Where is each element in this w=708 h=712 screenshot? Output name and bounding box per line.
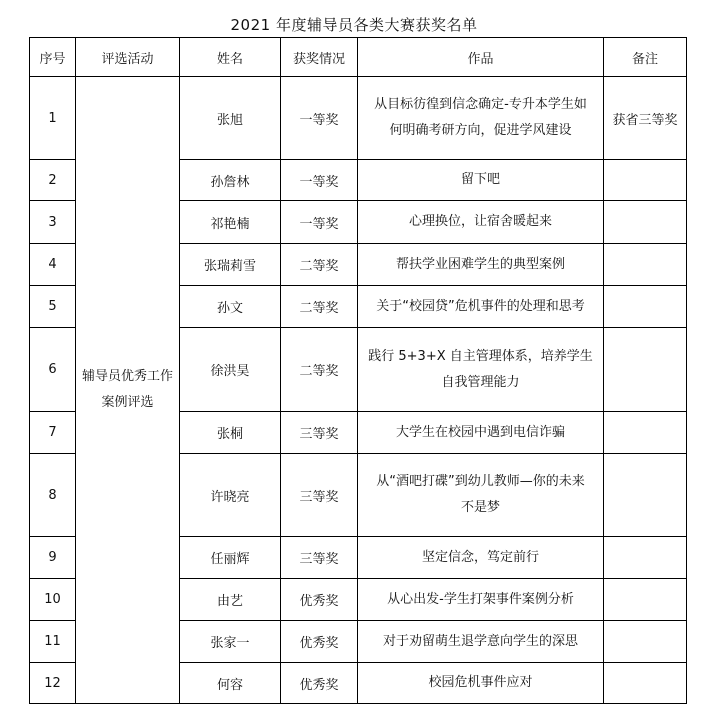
row-name: 任丽辉 — [180, 537, 281, 579]
row-note — [604, 201, 687, 244]
row-name: 张瑞莉雪 — [180, 244, 281, 286]
row-number: 5 — [30, 286, 76, 328]
row-work: 对于劝留萌生退学意向学生的深思 — [358, 621, 604, 663]
document-title: 2021 年度辅导员各类大赛获奖名单 — [230, 16, 478, 34]
row-name: 祁艳楠 — [180, 201, 281, 244]
row-name: 张家一 — [180, 621, 281, 663]
row-note — [604, 328, 687, 412]
work-line: 何明确考研方向，促进学风建设 — [389, 123, 572, 138]
row-work: 心理换位，让宿舍暖起来 — [358, 201, 604, 244]
row-name: 张桐 — [180, 412, 281, 454]
header-name: 姓名 — [180, 38, 281, 77]
row-work: 关于“校园贷”危机事件的处理和思考 — [358, 286, 604, 328]
row-note — [604, 663, 687, 704]
row-note — [604, 579, 687, 621]
row-note — [604, 537, 687, 579]
row-number: 10 — [30, 579, 76, 621]
row-award: 二等奖 — [281, 286, 358, 328]
header-work: 作品 — [358, 38, 604, 77]
row-work: 坚定信念，笃定前行 — [358, 537, 604, 579]
work-line: 践行 5+3+X 自主管理体系，培养学生 — [368, 348, 593, 364]
work-line: 不是梦 — [460, 500, 500, 515]
row-work — [358, 328, 604, 412]
row-note — [604, 286, 687, 328]
row-number: 12 — [30, 663, 76, 704]
row-work — [358, 454, 604, 537]
row-name: 孙詹林 — [180, 160, 281, 201]
row-name: 徐洪昊 — [180, 328, 281, 412]
awards-table — [29, 37, 687, 704]
header-row — [30, 38, 687, 77]
row-name: 许晓亮 — [180, 454, 281, 537]
row-note — [604, 454, 687, 537]
row-number: 2 — [30, 160, 76, 201]
row-name: 何容 — [180, 663, 281, 704]
activity-cell — [76, 77, 180, 704]
row-award: 三等奖 — [281, 412, 358, 454]
row-number: 9 — [30, 537, 76, 579]
row-work: 从心出发-学生打架事件案例分析 — [358, 579, 604, 621]
work-line: 从“酒吧打碟”到幼儿教师—你的未来 — [376, 474, 585, 489]
header-number: 序号 — [30, 38, 76, 77]
row-name: 张旭 — [180, 77, 281, 160]
work-line: 从目标彷徨到信念确定-专升本学生如 — [374, 97, 587, 112]
row-work: 大学生在校园中遇到电信诈骗 — [358, 412, 604, 454]
work-line: 自我管理能力 — [441, 374, 520, 390]
row-note — [604, 244, 687, 286]
row-work: 帮扶学业困难学生的典型案例 — [358, 244, 604, 286]
row-award: 优秀奖 — [281, 579, 358, 621]
row-note: 获省三等奖 — [604, 77, 687, 160]
header-note: 备注 — [604, 38, 687, 77]
row-number: 4 — [30, 244, 76, 286]
row-name: 孙文 — [180, 286, 281, 328]
row-work — [358, 77, 604, 160]
row-award: 二等奖 — [281, 244, 358, 286]
row-note — [604, 160, 687, 201]
row-award: 三等奖 — [281, 537, 358, 579]
row-number: 7 — [30, 412, 76, 454]
row-award: 三等奖 — [281, 454, 358, 537]
row-number: 3 — [30, 201, 76, 244]
row-number: 6 — [30, 328, 76, 412]
row-note — [604, 621, 687, 663]
row-number: 8 — [30, 454, 76, 537]
activity-line: 辅导员优秀工作 — [81, 369, 173, 384]
row-award: 二等奖 — [281, 328, 358, 412]
header-activity: 评选活动 — [76, 38, 180, 77]
row-award: 一等奖 — [281, 201, 358, 244]
row-note — [604, 412, 687, 454]
row-number: 1 — [30, 77, 76, 160]
row-number: 11 — [30, 621, 76, 663]
row-award: 一等奖 — [281, 77, 358, 160]
activity-line: 案例评选 — [101, 395, 154, 410]
row-work: 校园危机事件应对 — [358, 663, 604, 704]
row-name: 由艺 — [180, 579, 281, 621]
row-award: 一等奖 — [281, 160, 358, 201]
row-award: 优秀奖 — [281, 663, 358, 704]
table-row — [30, 77, 687, 160]
row-work: 留下吧 — [358, 160, 604, 201]
row-award: 优秀奖 — [281, 621, 358, 663]
header-award: 获奖情况 — [281, 38, 358, 77]
